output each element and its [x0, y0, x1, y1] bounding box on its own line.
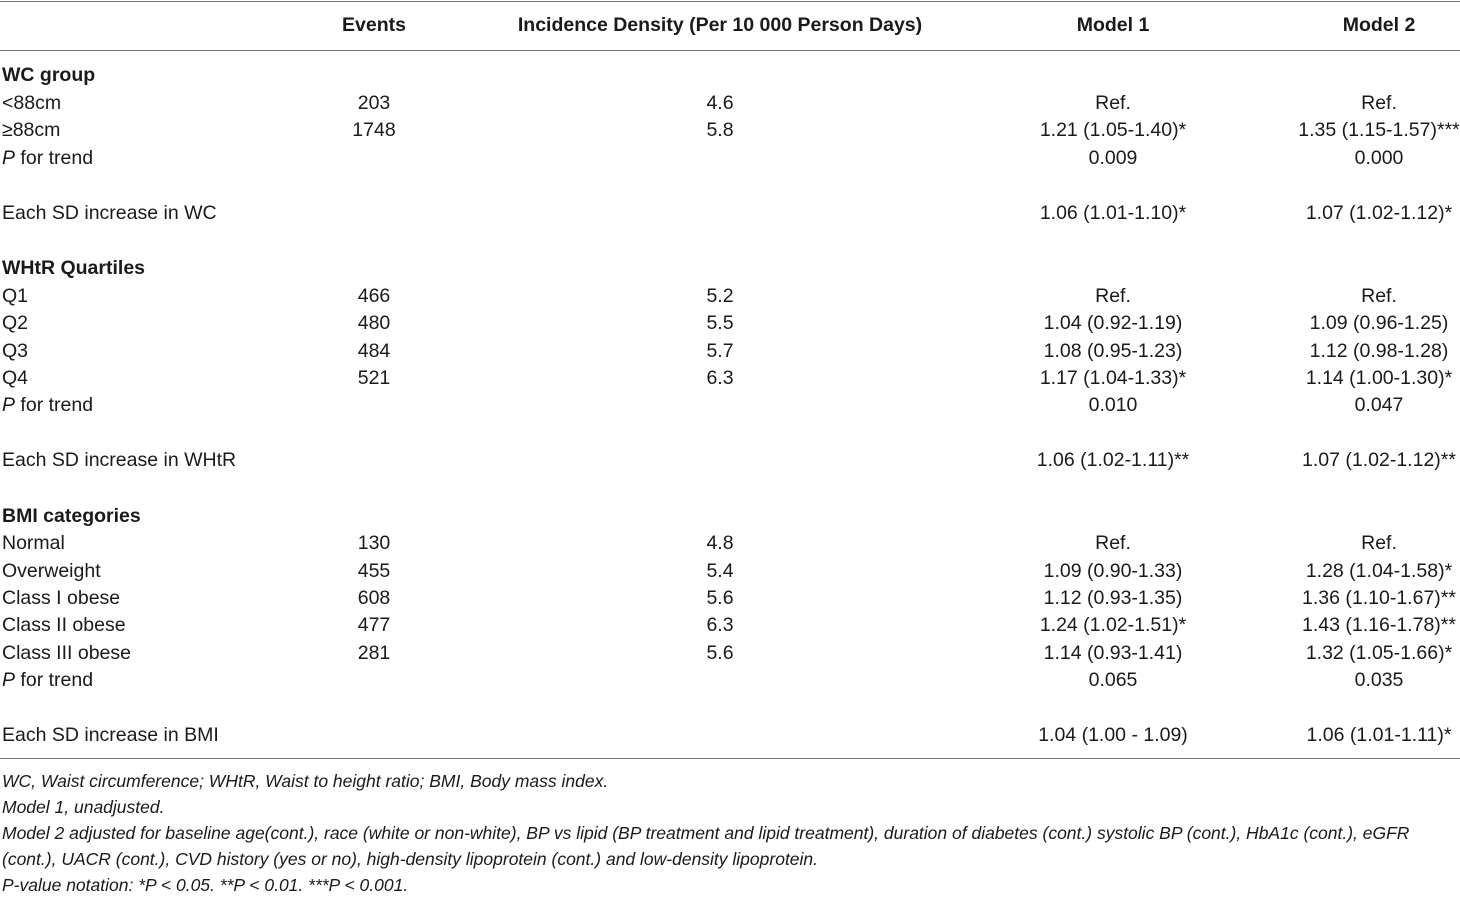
- p-italic: P: [2, 669, 16, 691]
- row-model2: 1.14 (1.00-1.30)*: [1305, 367, 1453, 389]
- table-row: [0, 585, 1460, 612]
- row-model1: 1.12 (0.93-1.35): [1043, 587, 1183, 609]
- row-label: Q1: [2, 285, 29, 307]
- row-incidence: 5.4: [706, 560, 734, 582]
- row-events: 466: [357, 285, 391, 307]
- row-label: [2, 145, 93, 172]
- row-incidence: 4.8: [706, 532, 734, 554]
- row-model2: 1.12 (0.98-1.28): [1309, 340, 1449, 362]
- row-model2: 1.06 (1.01-1.11)*: [1306, 724, 1452, 746]
- header-model2: Model 2: [1342, 14, 1416, 36]
- p-trend-text: for trend: [15, 669, 94, 691]
- section-title-text: WHtR Quartiles: [2, 257, 146, 279]
- row-model1: 1.21 (1.05-1.40)*: [1039, 119, 1187, 141]
- row-model2: 0.047: [1354, 394, 1404, 416]
- row-model2: 1.07 (1.02-1.12)*: [1305, 202, 1453, 224]
- table-row: [0, 338, 1460, 365]
- row-events: 1748: [352, 119, 396, 141]
- row-events: 130: [357, 532, 391, 554]
- row-incidence: 5.6: [706, 587, 734, 609]
- section-title-text: WC group: [2, 64, 96, 86]
- row-model1: 1.17 (1.04-1.33)*: [1039, 367, 1187, 389]
- section-title-text: BMI categories: [2, 505, 141, 527]
- header-incidence: Incidence Density (Per 10 000 Person Days): [517, 14, 923, 36]
- row-model2: 0.000: [1354, 147, 1404, 169]
- table-row: [0, 117, 1460, 144]
- row-model1: 1.14 (0.93-1.41): [1043, 642, 1183, 664]
- table-header-row: [0, 12, 1460, 39]
- footnote-model2: Model 2 adjusted for baseline age(cont.), race (white or non-white), BP vs lipid (BP treatment and lipid treatment), duration of diabetes (cont.) systolic BP (cont.), HbA1c (cont.), eGFR (cont.), UACR (cont.), CVD history (yes or no), high-density lipoprotein (cont.) and low-density lipoprotein.: [2, 823, 1410, 869]
- table-row: [0, 310, 1460, 337]
- row-model1: 1.24 (1.02-1.51)*: [1039, 614, 1187, 636]
- table-row-sd: [0, 722, 1460, 749]
- row-model2: 1.36 (1.10-1.67)**: [1302, 587, 1456, 609]
- table-row: [0, 558, 1460, 585]
- row-incidence: 5.7: [706, 340, 734, 362]
- row-incidence: 5.8: [706, 119, 734, 141]
- row-events: 203: [357, 92, 391, 114]
- table-row-sd: [0, 447, 1460, 474]
- row-model1: 0.009: [1088, 147, 1138, 169]
- row-model1: 1.08 (0.95-1.23): [1043, 340, 1183, 362]
- row-incidence: 4.6: [706, 92, 734, 114]
- table-row-p-trend: [0, 392, 1460, 419]
- row-label: Q2: [2, 312, 29, 334]
- row-incidence: 5.2: [706, 285, 734, 307]
- row-incidence: 5.6: [706, 642, 734, 664]
- table-row-sd: [0, 200, 1460, 227]
- row-label: Q3: [2, 340, 29, 362]
- row-label: <88cm: [2, 92, 62, 114]
- table-row: [0, 640, 1460, 667]
- row-incidence: 6.3: [706, 367, 734, 389]
- row-incidence: 5.5: [706, 312, 734, 334]
- row-model2: Ref.: [1361, 92, 1397, 114]
- row-model1: Ref.: [1095, 92, 1131, 114]
- table-row-p-trend: [0, 667, 1460, 694]
- row-label: Overweight: [2, 560, 101, 582]
- row-label: Each SD increase in WHtR: [2, 449, 237, 471]
- row-model2: 1.32 (1.05-1.66)*: [1305, 642, 1453, 664]
- row-label: Class III obese: [2, 642, 131, 664]
- section-title-whtr: [0, 255, 1460, 282]
- table-row: [0, 90, 1460, 117]
- row-events: 477: [357, 614, 391, 636]
- section-title-bmi: [0, 503, 1460, 530]
- row-label: [2, 392, 93, 419]
- row-model2: 1.09 (0.96-1.25): [1309, 312, 1449, 334]
- row-events: 484: [357, 340, 391, 362]
- row-model2: 1.35 (1.15-1.57)***: [1298, 119, 1460, 141]
- header-events: Events: [342, 14, 406, 36]
- table-row: [0, 283, 1460, 310]
- row-label: Each SD increase in BMI: [2, 724, 219, 746]
- section-title-wc: [0, 62, 1460, 89]
- row-label: Normal: [2, 532, 65, 554]
- row-label: Each SD increase in WC: [2, 202, 217, 224]
- row-model2: Ref.: [1361, 285, 1397, 307]
- row-label: ≥88cm: [2, 119, 61, 141]
- table-row: [0, 530, 1460, 557]
- row-events: 281: [357, 642, 391, 664]
- row-label: Class II obese: [2, 614, 126, 636]
- row-label: [2, 667, 93, 694]
- row-model1: 0.065: [1088, 669, 1138, 691]
- row-model2: 1.07 (1.02-1.12)**: [1302, 449, 1456, 471]
- table-row-p-trend: [0, 145, 1460, 172]
- row-events: 521: [357, 367, 391, 389]
- p-trend-text: for trend: [15, 394, 94, 416]
- row-model1: 1.06 (1.01-1.10)*: [1039, 202, 1187, 224]
- row-model1: 1.04 (1.00 - 1.09): [1038, 724, 1188, 746]
- footnote-abbreviations: WC, Waist circumference; WHtR, Waist to height ratio; BMI, Body mass index.: [2, 771, 609, 791]
- p-italic: P: [2, 147, 16, 169]
- row-model2: 1.28 (1.04-1.58)*: [1305, 560, 1453, 582]
- row-model1: 1.06 (1.02-1.11)**: [1036, 449, 1190, 471]
- table-row: [0, 612, 1460, 639]
- row-model1: Ref.: [1095, 285, 1131, 307]
- footnote-pvalue: P-value notation: *P < 0.05. **P < 0.01. ***P < 0.001.: [2, 875, 409, 895]
- row-label: Class I obese: [2, 587, 121, 609]
- table-footnotes: [2, 768, 1457, 898]
- row-model1: 1.04 (0.92-1.19): [1043, 312, 1183, 334]
- row-events: 608: [357, 587, 391, 609]
- table-top-rule: [0, 1, 1460, 2]
- p-italic: P: [2, 394, 16, 416]
- row-model1: Ref.: [1095, 532, 1131, 554]
- row-model1: 0.010: [1088, 394, 1138, 416]
- row-events: 455: [357, 560, 391, 582]
- row-model2: 0.035: [1354, 669, 1404, 691]
- header-model1: Model 1: [1076, 14, 1150, 36]
- header-rule: [0, 50, 1460, 51]
- row-model2: Ref.: [1361, 532, 1397, 554]
- footnote-model1: Model 1, unadjusted.: [2, 797, 165, 817]
- row-model1: 1.09 (0.90-1.33): [1043, 560, 1183, 582]
- row-events: 480: [357, 312, 391, 334]
- p-trend-text: for trend: [15, 147, 94, 169]
- table-bottom-rule: [0, 758, 1460, 759]
- row-incidence: 6.3: [706, 614, 734, 636]
- row-label: Q4: [2, 367, 29, 389]
- row-model2: 1.43 (1.16-1.78)**: [1302, 614, 1456, 636]
- table-row: [0, 365, 1460, 392]
